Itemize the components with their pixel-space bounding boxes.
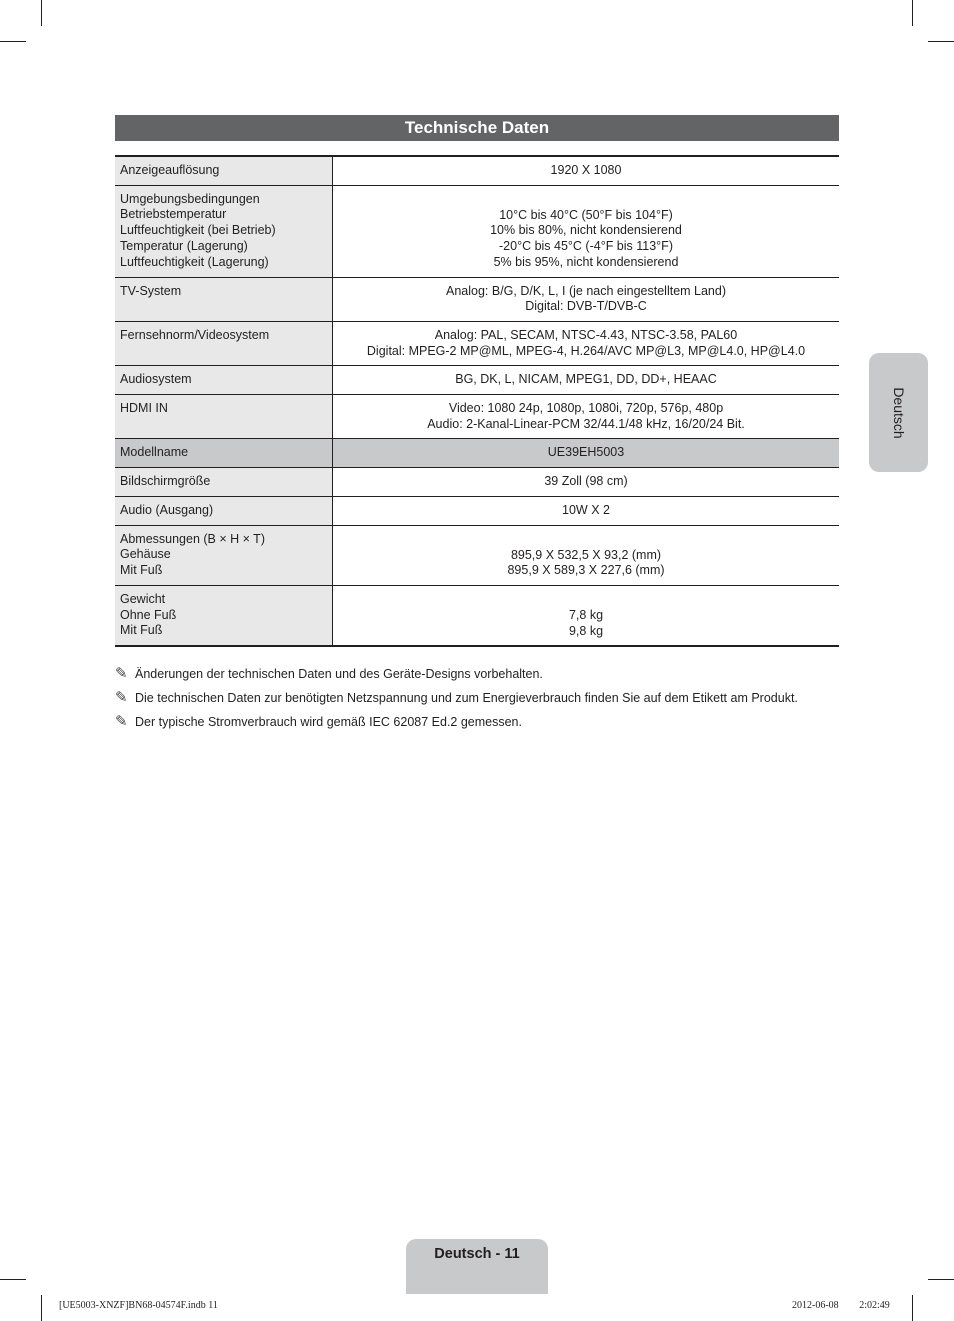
crop-mark — [0, 1279, 26, 1280]
spec-row — [115, 277, 839, 321]
spec-row — [115, 496, 839, 525]
pencil-icon: ✎ — [115, 689, 128, 706]
crop-mark — [928, 41, 954, 42]
spec-row — [115, 439, 839, 468]
spec-value: UE39EH5003 — [333, 439, 840, 468]
spec-label: Umgebungsbedingungen Betriebstemperatur Luftfeuchtigkeit (bei Betrieb) Temperatur (Lagerung) Luftfeuchtigkeit (Lagerung) — [115, 185, 333, 277]
spec-row — [115, 185, 839, 277]
crop-mark — [912, 1295, 913, 1321]
spec-label: Anzeigeauflösung — [115, 156, 333, 185]
spec-label: Modellname — [115, 439, 333, 468]
spec-label: TV-System — [115, 277, 333, 321]
spec-value: 895,9 X 532,5 X 93,2 (mm) 895,9 X 589,3 X 227,6 (mm) — [333, 525, 840, 585]
spec-value: 1920 X 1080 — [550, 163, 622, 177]
spec-row — [115, 156, 839, 185]
spec-value: 7,8 kg 9,8 kg — [333, 585, 840, 646]
section-title: Technische Daten — [115, 115, 839, 141]
spec-row — [115, 585, 839, 646]
crop-mark — [928, 1279, 954, 1280]
spec-row — [115, 525, 839, 585]
pencil-icon: ✎ — [115, 713, 128, 730]
spec-label: Bildschirmgröße — [115, 468, 333, 497]
note-item — [115, 689, 855, 713]
spec-row — [115, 395, 839, 439]
spec-table — [115, 155, 839, 647]
notes-list — [115, 665, 855, 737]
spec-label: HDMI IN — [115, 395, 333, 439]
imprint-date: 2012-06-08 ￿￿ 2:02:49 — [792, 1300, 890, 1311]
crop-mark — [0, 41, 26, 42]
spec-label: Audio (Ausgang) — [115, 496, 333, 525]
spec-value: Analog: PAL, SECAM, NTSC-4.43, NTSC-3.58, PAL60 Digital: MPEG-2 MP@ML, MPEG-4, H.264/AVC MP@L3, MP@L4.0, HP@L4.0 — [333, 321, 840, 365]
spec-row — [115, 468, 839, 497]
spec-label: Audiosystem — [115, 366, 333, 395]
note-item — [115, 665, 855, 689]
spec-value: 10W X 2 — [333, 496, 840, 525]
note-text: Änderungen der technischen Daten und des Geräte-Designs vorbehalten. — [135, 667, 543, 681]
spec-value: Video: 1080 24p, 1080p, 1080i, 720p, 576p, 480p Audio: 2-Kanal-Linear-PCM 32/44.1/48 kHz, 16/20/24 Bit. — [333, 395, 840, 439]
spec-value: 39 Zoll (98 cm) — [333, 468, 840, 497]
note-text: Der typische Stromverbrauch wird gemäß IEC 62087 Ed.2 gemessen. — [135, 715, 522, 729]
spec-label: Gewicht Ohne Fuß Mit Fuß — [115, 585, 333, 646]
language-tab-label: Deutsch — [890, 386, 907, 439]
spec-label: Abmessungen (B × H × T) Gehäuse Mit Fuß — [115, 525, 333, 585]
spec-row — [115, 366, 839, 395]
spec-value: BG, DK, L, NICAM, MPEG1, DD, DD+, HEAAC — [333, 366, 840, 395]
spec-value: Analog: B/G, D/K, L, I (je nach eingestelltem Land) Digital: DVB-T/DVB-C — [333, 277, 840, 321]
language-tab — [869, 353, 928, 472]
imprint-file: [UE5003-XNZF]BN68-04574F.indb 11 — [59, 1300, 218, 1311]
note-item — [115, 713, 855, 737]
spec-label: Fernsehnorm/Videosystem — [115, 321, 333, 365]
crop-mark — [912, 0, 913, 26]
page-number-tab: Deutsch - 11 — [406, 1239, 548, 1294]
spec-row — [115, 321, 839, 365]
crop-mark — [41, 1295, 42, 1321]
spec-value: 10°C bis 40°C (50°F bis 104°F) 10% bis 80%, nicht kondensierend -20°C bis 45°C (-4°F bis 113°F) 5% bis 95%, nicht kondensierend — [333, 185, 840, 277]
crop-mark — [41, 0, 42, 26]
note-text: Die technischen Daten zur benötigten Netzspannung und zum Energieverbrauch finden Sie auf dem Etikett am Produkt. — [135, 691, 798, 705]
pencil-icon: ✎ — [115, 665, 128, 682]
